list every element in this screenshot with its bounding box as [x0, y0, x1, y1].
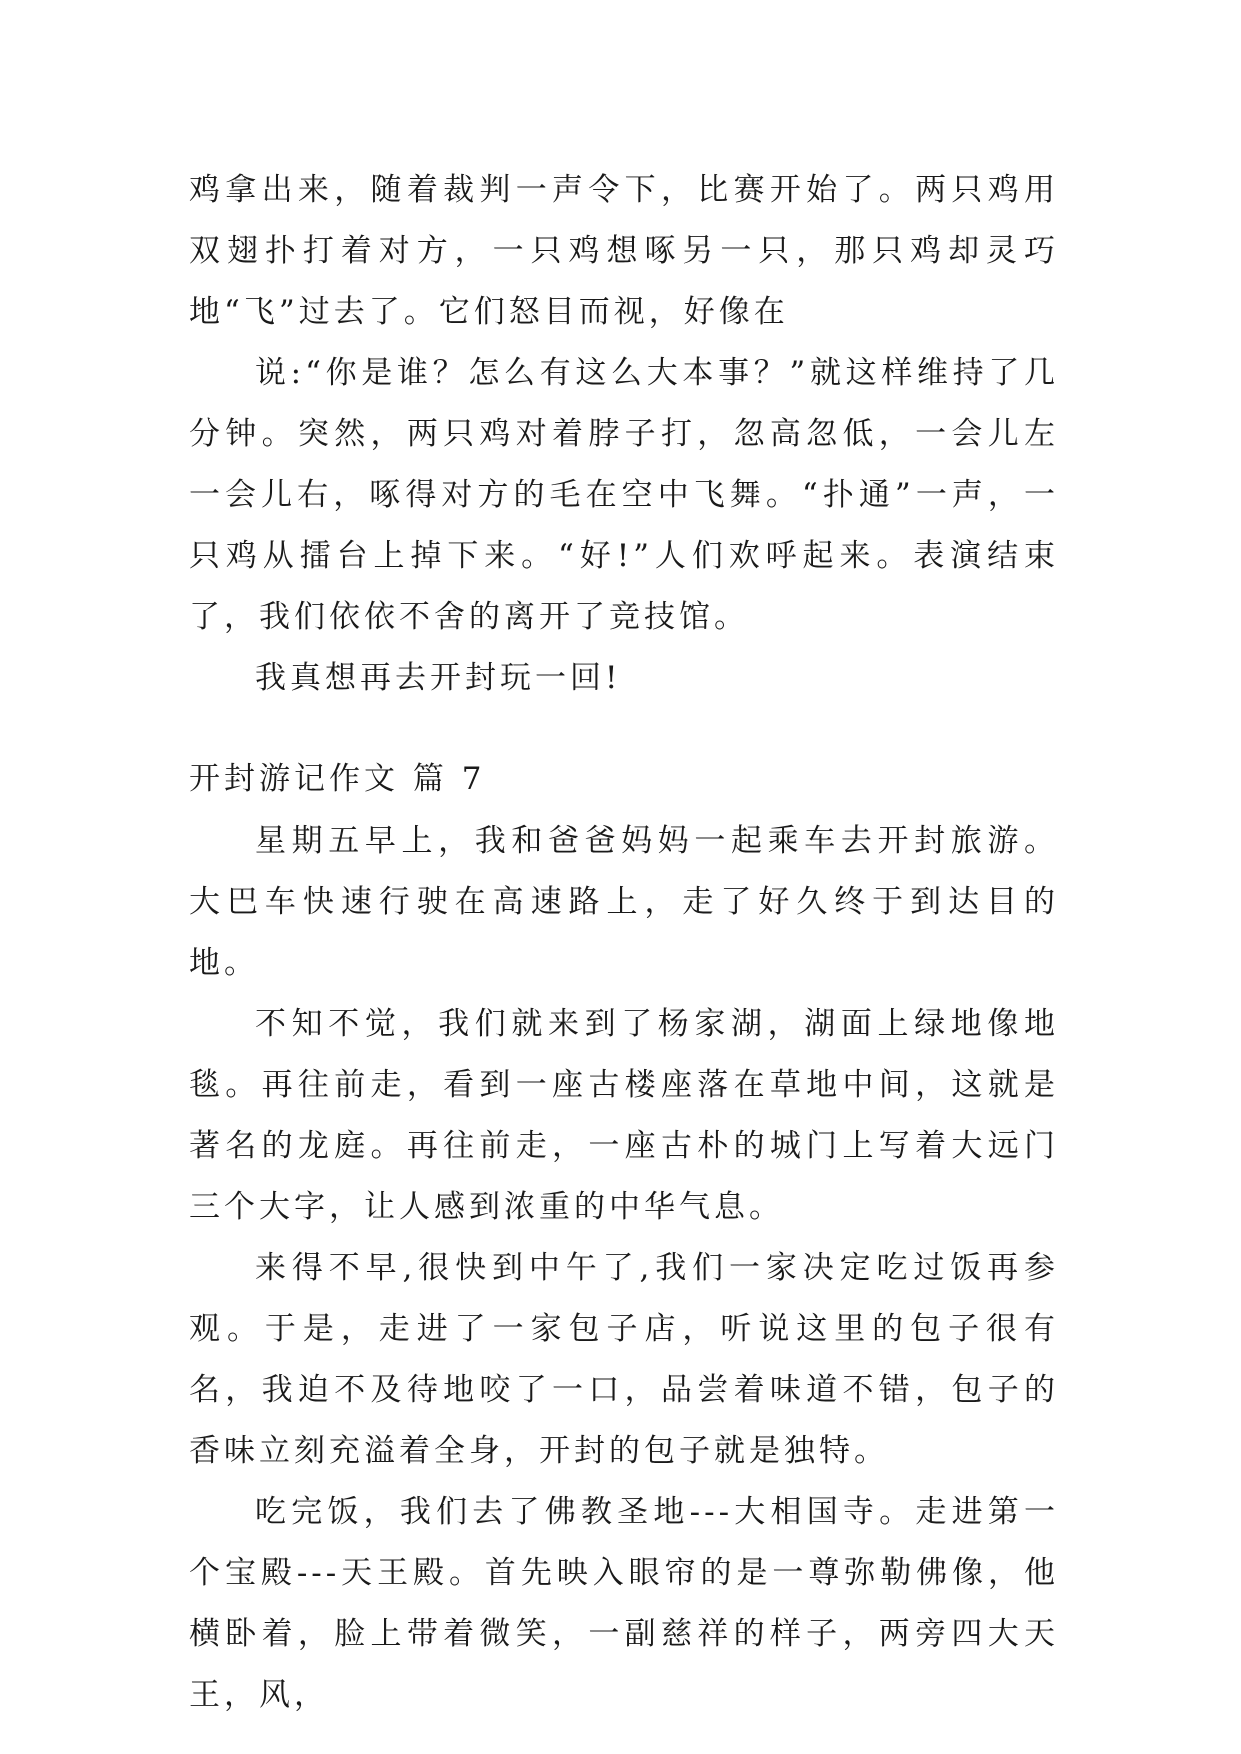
paragraph-7: 吃完饭，我们去了佛教圣地---大相国寺。走进第一个宝殿---天王殿。首先映入眼帘的是一尊弥勒佛像，他横卧着，脸上带着微笑，一副慈祥的样子，两旁四大天王，风， — [189, 1494, 1059, 1713]
paragraph-3: 我真想再去开封玩一回! — [255, 660, 622, 696]
paragraph-6: 来得不早,很快到中午了,我们一家决定吃过饭再参观。于是，走进了一家包子店，听说这里的包子很有名，我迫不及待地咬了一口，品尝着味道不错，包子的香味立刻充溢着全身，开封的包子就是独特。 — [189, 1250, 1059, 1469]
paragraph-2: 说:“你是谁？怎么有这么大本事？”就这样维持了几分钟。突然，两只鸡对着脖子打，忽高忽低，一会儿左一会儿右，啄得对方的毛在空中飞舞。“扑通”一声，一只鸡从擂台上掉下来。“好!”人们欢呼起来。表演结束了，我们依依不舍的离开了竞技馆。 — [189, 355, 1059, 635]
paragraph-5: 不知不觉，我们就来到了杨家湖，湖面上绿地像地毯。再往前走，看到一座古楼座落在草地中间，这就是著名的龙庭。再往前走，一座古朴的城门上写着大远门三个大字，让人感到浓重的中华气息。 — [189, 1006, 1059, 1225]
paragraph-1: 鸡拿出来，随着裁判一声令下，比赛开始了。两只鸡用双翅扑打着对方，一只鸡想啄另一只，那只鸡却灵巧地“飞”过去了。它们怒目而视，好像在 — [189, 172, 1059, 330]
paragraph-4: 星期五早上，我和爸爸妈妈一起乘车去开封旅游。大巴车快速行驶在高速路上，走了好久终于到达目的地。 — [189, 823, 1059, 981]
section-heading: 开封游记作文 篇 7 — [189, 761, 486, 797]
document-body — [189, 160, 1059, 1726]
